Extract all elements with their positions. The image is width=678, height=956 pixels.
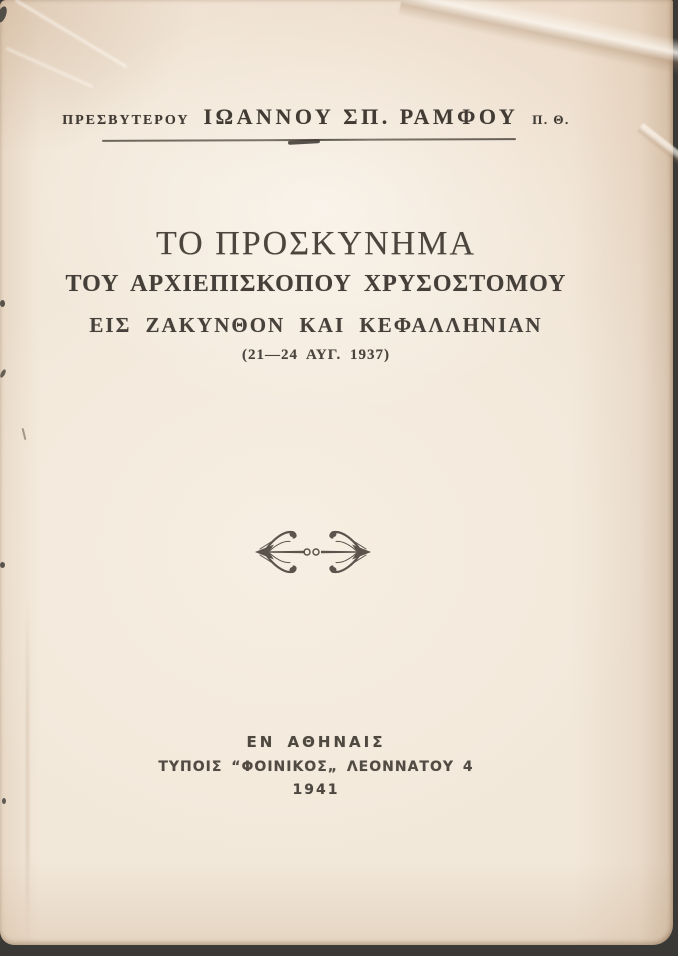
book-title: ΤΟ ΠΡΟΣΚΥΝΗΜΑ (155, 225, 476, 262)
header-rule-ornament (288, 139, 320, 145)
crease-right-edge (635, 123, 678, 187)
imprint-year: 1941 (292, 782, 340, 798)
author-name: ΙΩΑΝΝΟΥ ΣΠ. ΡΑΜΦΟΥ (203, 104, 519, 129)
imprint-place: ΕΝ ΑΘΗΝΑΙΣ (246, 733, 386, 751)
edge-tear-speck (0, 562, 5, 568)
edge-tear-speck (0, 369, 7, 379)
crease-top-left-1 (15, 0, 128, 68)
author-line (0, 104, 632, 130)
edge-tear-speck (0, 300, 5, 307)
book-subtitle-line1: ΤΟΥ ΑΡΧΙΕΠΙΣΚΟΠΟΥ ΧΡΥΣΟΣΤΟΜΟΥ (65, 271, 567, 297)
crease-top-left-2 (5, 47, 93, 88)
edge-tear-speck (0, 5, 9, 24)
imprint-printer: ΤΥΠΟΙΣ “ΦΟΙΝΙΚΟΣ„ ΛΕΟΝΝΑΤΟΥ 4 (158, 759, 474, 775)
paper-stain-mark (22, 428, 27, 440)
date-line: (21—24 ΑΥΓ. 1937) (242, 347, 390, 363)
author-honorific: Π. Θ. (532, 112, 570, 127)
fleuron-icon (250, 520, 376, 584)
crease-top-right (395, 0, 678, 94)
edge-tear-speck (2, 798, 6, 804)
book-subtitle-line2: ΕΙΣ ΖΑΚΥΝΘΟΝ ΚΑΙ ΚΕΦΑΛΛΗΝΙΑΝ (89, 313, 543, 337)
author-title: ΠΡΕΣΒΥΤΕΡΟΥ (62, 113, 190, 128)
